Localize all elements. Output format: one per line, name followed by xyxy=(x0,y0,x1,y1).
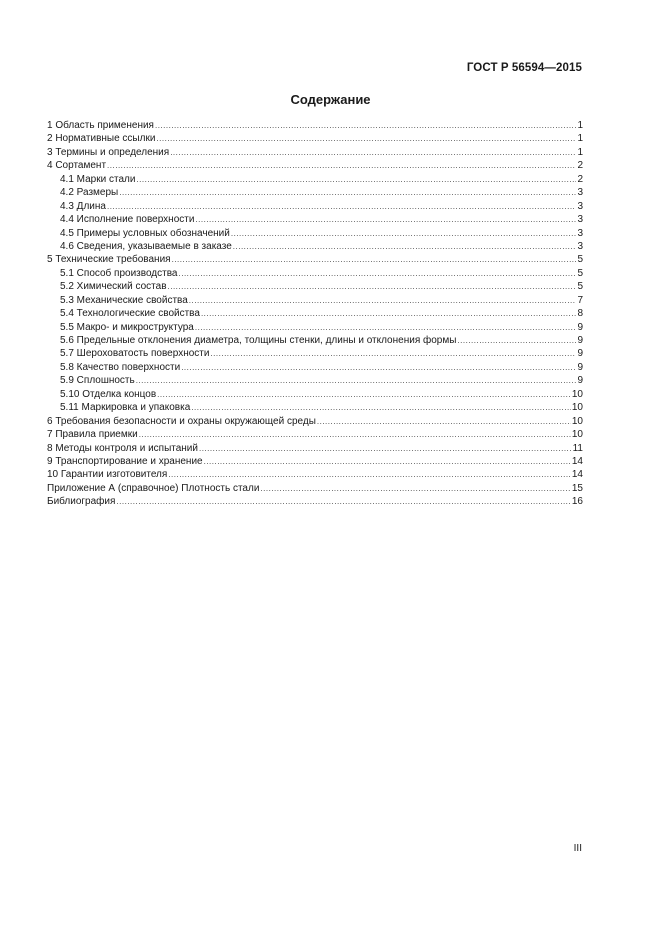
toc-entry[interactable] xyxy=(47,415,583,428)
toc-entry-label: 4.6 Сведения, указываемые в заказе xyxy=(60,240,232,252)
toc-entry-label: 5.7 Шероховатость поверхности xyxy=(60,348,210,360)
toc-entry-label: 9 Транспортирование и хранение xyxy=(47,455,203,467)
toc-dot-leader xyxy=(210,347,576,360)
toc-entry-label: 4.5 Примеры условных обозначений xyxy=(60,227,230,239)
toc-entry[interactable] xyxy=(47,280,583,293)
toc-dot-leader xyxy=(168,280,577,293)
toc-entry-page: 14 xyxy=(571,469,583,481)
toc-dot-leader xyxy=(233,240,577,253)
toc-dot-leader xyxy=(116,495,570,508)
toc-entry-page: 1 xyxy=(577,133,583,145)
toc-dot-leader xyxy=(168,468,571,481)
toc-entry-page: 5 xyxy=(577,267,583,279)
toc-entry[interactable] xyxy=(47,227,583,240)
toc-title: Содержание xyxy=(290,92,371,107)
toc-dot-leader xyxy=(139,428,571,441)
toc-entry-page: 3 xyxy=(577,214,583,226)
toc-entry[interactable] xyxy=(47,347,583,360)
toc-entry[interactable] xyxy=(47,455,583,468)
toc-entry[interactable] xyxy=(47,267,583,280)
toc-entry-label: 4.3 Длина xyxy=(60,200,106,212)
toc-dot-leader xyxy=(195,321,577,334)
toc-entry-label: Приложение А (справочное) Плотность стали xyxy=(47,482,260,494)
toc-entry-page: 1 xyxy=(577,120,583,131)
toc-entry[interactable] xyxy=(47,401,583,414)
toc-dot-leader xyxy=(317,415,571,428)
table-of-contents xyxy=(47,119,583,509)
toc-dot-leader xyxy=(136,173,576,186)
toc-entry[interactable] xyxy=(47,442,583,455)
toc-dot-leader xyxy=(201,307,577,320)
page-number: III xyxy=(573,843,582,854)
toc-entry-label: 7 Правила приемки xyxy=(47,429,138,441)
toc-entry[interactable] xyxy=(47,482,583,495)
toc-entry[interactable] xyxy=(47,119,583,132)
toc-entry-page: 3 xyxy=(577,200,583,212)
toc-entry-page: 5 xyxy=(577,281,583,293)
toc-entry-page: 9 xyxy=(577,335,583,346)
toc-entry-label: 5.2 Химический состав xyxy=(60,281,167,293)
toc-dot-leader xyxy=(157,388,571,401)
toc-entry-label: 4.4 Исполнение поверхности xyxy=(60,214,195,226)
toc-entry[interactable] xyxy=(47,468,583,481)
toc-entry-page: 10 xyxy=(571,388,583,400)
toc-entry-label: 5.5 Макро- и микроструктура xyxy=(60,321,194,333)
toc-entry-page: 9 xyxy=(577,348,583,360)
toc-entry-label: 1 Область применения xyxy=(47,120,154,131)
toc-entry-page: 9 xyxy=(577,375,583,387)
toc-entry-label: 8 Методы контроля и испытаний xyxy=(47,442,198,454)
toc-entry-page: 3 xyxy=(577,227,583,239)
toc-entry-page: 14 xyxy=(571,455,583,467)
toc-entry-page: 9 xyxy=(577,321,583,333)
toc-dot-leader xyxy=(457,334,576,347)
toc-entry-page: 10 xyxy=(571,402,583,414)
toc-entry-page: 10 xyxy=(571,429,583,441)
toc-dot-leader xyxy=(231,227,577,240)
toc-entry[interactable] xyxy=(47,495,583,508)
toc-entry[interactable] xyxy=(47,428,583,441)
toc-entry-page: 5 xyxy=(577,254,583,266)
toc-entry-page: 3 xyxy=(577,240,583,252)
toc-entry-label: 4 Сортамент xyxy=(47,160,107,172)
toc-entry-page: 11 xyxy=(572,442,583,454)
toc-entry-page: 3 xyxy=(577,187,583,199)
toc-entry-page: 8 xyxy=(577,308,583,320)
toc-dot-leader xyxy=(107,159,576,172)
toc-dot-leader xyxy=(119,186,576,199)
toc-entry[interactable] xyxy=(47,146,583,159)
toc-dot-leader xyxy=(179,267,577,280)
toc-entry[interactable] xyxy=(47,294,583,307)
toc-dot-leader xyxy=(172,253,577,266)
toc-entry-page: 16 xyxy=(571,496,583,508)
toc-entry-page: 7 xyxy=(577,294,583,306)
toc-dot-leader xyxy=(199,442,572,455)
toc-dot-leader xyxy=(170,146,576,159)
toc-dot-leader xyxy=(260,482,570,495)
toc-entry[interactable] xyxy=(47,200,583,213)
toc-dot-leader xyxy=(204,455,571,468)
toc-dot-leader xyxy=(195,213,576,226)
toc-entry-label: 5.9 Сплошность xyxy=(60,375,135,387)
toc-entry[interactable] xyxy=(47,173,583,186)
toc-entry-page: 2 xyxy=(577,160,583,172)
toc-dot-leader xyxy=(136,374,577,387)
toc-entry-page: 9 xyxy=(577,361,583,373)
toc-entry-label: 5.6 Предельные отклонения диаметра, толщины стенки, длины и отклонения формы xyxy=(60,335,457,346)
toc-dot-leader xyxy=(107,200,576,213)
toc-entry-label: 5.4 Технологические свойства xyxy=(60,308,200,320)
toc-entry-page: 1 xyxy=(577,146,583,158)
toc-entry[interactable] xyxy=(47,361,583,374)
toc-entry[interactable] xyxy=(47,388,583,401)
toc-entry-page: 10 xyxy=(571,415,583,427)
toc-entry-label: 5.11 Маркировка и упаковка xyxy=(60,402,191,414)
toc-entry-label: 5 Технические требования xyxy=(47,254,171,266)
toc-dot-leader xyxy=(189,294,577,307)
toc-entry[interactable] xyxy=(47,159,583,172)
toc-entry-label: 3 Термины и определения xyxy=(47,146,170,158)
toc-entry[interactable] xyxy=(47,240,583,253)
toc-entry[interactable] xyxy=(47,307,583,320)
toc-entry-page: 2 xyxy=(577,173,583,185)
toc-dot-leader xyxy=(181,361,576,374)
toc-entry-label: 4.2 Размеры xyxy=(60,187,119,199)
toc-entry-label: 10 Гарантии изготовителя xyxy=(47,469,168,481)
toc-entry-page: 15 xyxy=(571,482,583,494)
toc-dot-leader xyxy=(156,132,576,145)
toc-entry[interactable] xyxy=(47,334,583,347)
toc-entry-label: 5.1 Способ производства xyxy=(60,267,178,279)
toc-entry[interactable] xyxy=(47,321,583,334)
toc-entry-label: 6 Требования безопасности и охраны окружающей среды xyxy=(47,415,316,427)
toc-entry[interactable] xyxy=(47,186,583,199)
toc-entry[interactable] xyxy=(47,132,583,145)
toc-entry-label: 5.8 Качество поверхности xyxy=(60,361,181,373)
document-code: ГОСТ Р 56594—2015 xyxy=(466,62,582,74)
toc-entry-label: 5.3 Механические свойства xyxy=(60,294,188,306)
toc-entry[interactable] xyxy=(47,374,583,387)
toc-entry-label: 5.10 Отделка концов xyxy=(60,388,157,400)
toc-entry-label: 4.1 Марки стали xyxy=(60,173,136,185)
toc-dot-leader xyxy=(191,401,571,414)
toc-dot-leader xyxy=(155,119,576,132)
toc-entry-label: 2 Нормативные ссылки xyxy=(47,133,156,145)
toc-entry[interactable] xyxy=(47,213,583,226)
toc-entry[interactable] xyxy=(47,253,583,266)
toc-entry-label: Библиография xyxy=(47,496,116,508)
